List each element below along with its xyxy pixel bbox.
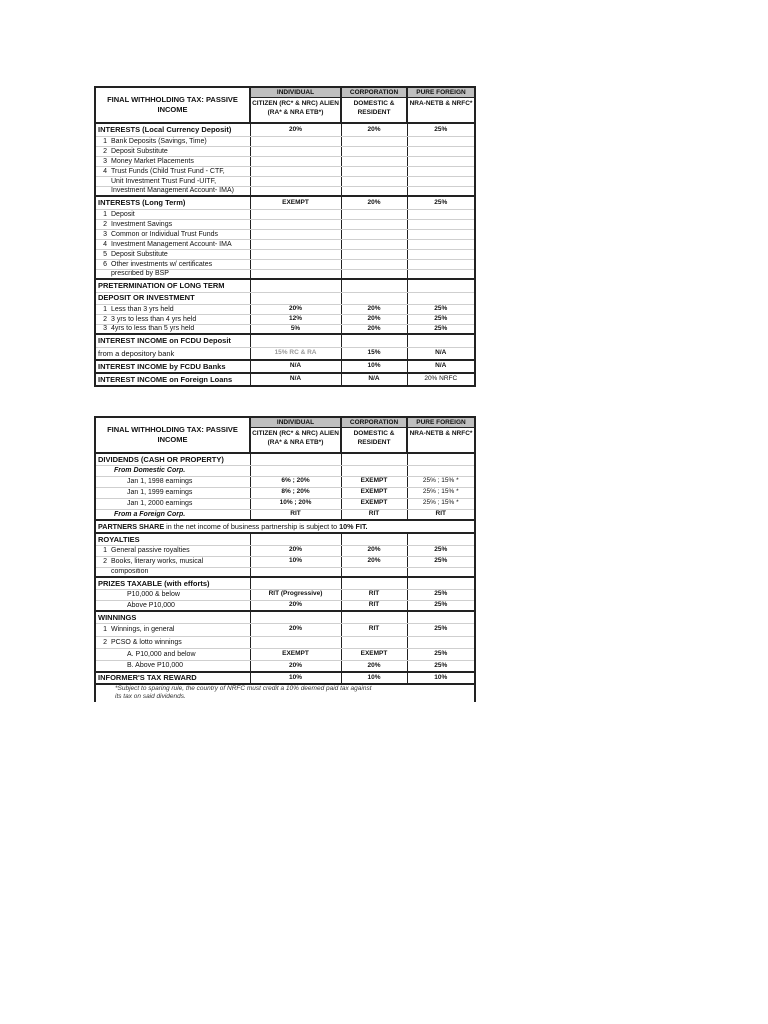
section-row — [95, 520, 475, 533]
rate-cell: EXEMPT — [341, 648, 407, 660]
table-title: FINAL WITHHOLDING TAX: PASSIVE INCOME — [95, 417, 250, 453]
section-row — [95, 360, 475, 373]
rate-cell: 10% — [250, 556, 341, 567]
rate-cell: 20% — [341, 660, 407, 672]
rate-cell: EXEMPT — [250, 196, 341, 209]
section-row — [95, 672, 475, 684]
section-row — [95, 279, 475, 292]
table-row: from a depository bank 15% RC & RA 15% N/A — [95, 347, 475, 360]
column-header-pure-foreign: PURE FOREIGN NRA-NETB & NRFC* — [407, 87, 475, 123]
section-heading: INFORMER'S TAX REWARD — [95, 672, 250, 684]
rate-cell: RIT — [341, 600, 407, 611]
rate-cell: 20% — [250, 123, 341, 136]
subsection-heading: From a Foreign Corp. — [95, 509, 250, 520]
rate-cell: 10% ; 20% — [250, 498, 341, 509]
table-row: prescribed by BSP — [95, 269, 475, 279]
subsection-heading: From Domestic Corp. — [95, 465, 250, 476]
section-row — [95, 334, 475, 347]
table-row: A. P10,000 and below EXEMPT EXEMPT 25% — [95, 648, 475, 660]
section-row — [95, 373, 475, 386]
section-row — [95, 533, 475, 545]
table-row: 2 PCSO & lotto winnings — [95, 636, 475, 648]
section-row — [95, 453, 475, 465]
table-row: 4 Trust Funds (Child Trust Fund - CTF, — [95, 166, 475, 176]
section-row — [95, 611, 475, 623]
section-row — [95, 292, 475, 304]
rate-cell: 20% — [341, 556, 407, 567]
footnote: *Subject to sparing rule, the country of NRFC must credit a 10% deemed paid tax against — [115, 684, 372, 692]
rate-cell: 25% — [407, 314, 475, 324]
section-heading: PRETERMINATION OF LONG TERM — [95, 279, 250, 292]
section-heading: INTERESTS (Local Currency Deposit) — [95, 123, 250, 136]
rate-cell: 25% ; 15% * — [407, 476, 475, 487]
rate-cell: EXEMPT — [341, 498, 407, 509]
rate-cell: 25% — [407, 589, 475, 600]
table-row: Above P10,000 20% RIT 25% — [95, 600, 475, 611]
section-heading: PRIZES TAXABLE (with efforts) — [95, 577, 250, 589]
rate-cell: 20% — [250, 545, 341, 556]
table-row: 4 Investment Management Account- IMA — [95, 239, 475, 249]
rate-cell: N/A — [250, 373, 341, 386]
section-heading: DIVIDENDS (CASH OR PROPERTY) — [95, 453, 250, 465]
table-row: 3 Money Market Placements — [95, 156, 475, 166]
rate-cell: RIT — [250, 509, 341, 520]
rate-cell: RIT — [341, 589, 407, 600]
rate-cell: N/A — [407, 360, 475, 373]
rate-cell: 20% NRFC — [407, 373, 475, 386]
rate-cell: RIT — [341, 623, 407, 636]
table-title: FINAL WITHHOLDING TAX: PASSIVE INCOME — [95, 87, 250, 123]
rate-cell: 25% — [407, 324, 475, 334]
rate-cell: 25% — [407, 123, 475, 136]
rate-cell: 25% — [407, 545, 475, 556]
rate-cell: 8% ; 20% — [250, 487, 341, 498]
rate-cell: N/A — [341, 373, 407, 386]
table-row: 1 Winnings, in general 20% RIT 25% — [95, 623, 475, 636]
rate-cell: 10% — [341, 672, 407, 684]
rate-cell: 15% RC & RA — [250, 347, 341, 360]
passive-income-table-dividends — [94, 416, 476, 702]
rate-cell: 20% — [250, 600, 341, 611]
table-row: Jan 1, 1999 earnings 8% ; 20% EXEMPT 25% ; 15% * — [95, 487, 475, 498]
rate-cell: 25% — [407, 648, 475, 660]
rate-cell: 20% — [250, 623, 341, 636]
column-header-pure-foreign: PURE FOREIGN NRA-NETB & NRFC* — [407, 417, 475, 453]
rate-cell: 25% ; 15% * — [407, 487, 475, 498]
partners-share-note: PARTNERS SHARE in the net income of business partnership is subject to 10% FIT. — [95, 520, 475, 533]
table-row — [95, 509, 475, 520]
rate-cell: 25% — [407, 600, 475, 611]
footnote: its tax on said dividends. — [115, 693, 186, 701]
rate-cell: EXEMPT — [341, 487, 407, 498]
table-row: 6 Other investments w/ certificates — [95, 259, 475, 269]
section-heading: INTEREST INCOME by FCDU Banks — [95, 360, 250, 373]
rate-cell: 15% — [341, 347, 407, 360]
rate-cell: 12% — [250, 314, 341, 324]
rate-cell: 6% ; 20% — [250, 476, 341, 487]
passive-income-table-interests — [94, 86, 476, 387]
table-row: 1 Deposit — [95, 209, 475, 219]
column-header-corporation: CORPORATION DOMESTIC & RESIDENT — [341, 417, 407, 453]
rate-cell: 20% — [341, 314, 407, 324]
rate-cell: 25% — [407, 556, 475, 567]
section-row — [95, 123, 475, 136]
section-row — [95, 196, 475, 209]
rate-cell: 25% — [407, 623, 475, 636]
section-heading: INTEREST INCOME on FCDU Deposit — [95, 334, 250, 347]
table-row: Jan 1, 1998 earnings 6% ; 20% EXEMPT 25% ; 15% * — [95, 476, 475, 487]
table-row: Investment Management Account- IMA) — [95, 186, 475, 196]
section-heading: INTEREST INCOME on Foreign Loans — [95, 373, 250, 386]
table-row: 3 Common or Individual Trust Funds — [95, 229, 475, 239]
rate-cell: N/A — [407, 347, 475, 360]
rate-cell: 20% — [341, 304, 407, 314]
table-row: Jan 1, 2000 earnings 10% ; 20% EXEMPT 25% ; 15% * — [95, 498, 475, 509]
table-row: 2 Books, literary works, musical 10% 20% 25% — [95, 556, 475, 567]
rate-cell: EXEMPT — [250, 648, 341, 660]
footnote-row — [95, 684, 475, 693]
rate-cell: 20% — [341, 545, 407, 556]
rate-cell: EXEMPT — [341, 476, 407, 487]
table-row — [95, 465, 475, 476]
table-row: 1 Bank Deposits (Savings, Time) — [95, 136, 475, 146]
rate-cell: 5% — [250, 324, 341, 334]
table-row: P10,000 & below RIT (Progressive) RIT 25% — [95, 589, 475, 600]
table-row: Unit Investment Trust Fund -UITF, — [95, 176, 475, 186]
rate-cell: 20% — [341, 123, 407, 136]
table-row: 5 Deposit Substitute — [95, 249, 475, 259]
table-row: 2 Investment Savings — [95, 219, 475, 229]
rate-cell: 20% — [341, 324, 407, 334]
rate-cell: 20% — [250, 660, 341, 672]
table-row: composition — [95, 567, 475, 577]
section-heading: WINNINGS — [95, 611, 250, 623]
rate-cell: RIT — [407, 509, 475, 520]
rate-cell: RIT — [341, 509, 407, 520]
rate-cell: 20% — [250, 304, 341, 314]
rate-cell: RIT (Progressive) — [250, 589, 341, 600]
column-header-corporation: CORPORATION DOMESTIC & RESIDENT — [341, 87, 407, 123]
table-row: 2 Deposit Substitute — [95, 146, 475, 156]
rate-cell: 25% — [407, 660, 475, 672]
rate-cell: 25% ; 15% * — [407, 498, 475, 509]
section-row — [95, 577, 475, 589]
rate-cell: 20% — [341, 196, 407, 209]
column-header-individual: INDIVIDUAL CITIZEN (RC* & NRC) ALIEN (RA* & NRA ETB*) — [250, 87, 341, 123]
table-row: B. Above P10,000 20% 20% 25% — [95, 660, 475, 672]
table-row: 1 Less than 3 yrs held 20% 20% 25% — [95, 304, 475, 314]
section-heading: ROYALTIES — [95, 533, 250, 545]
rate-cell: 10% — [250, 672, 341, 684]
table-row: 2 3 yrs to less than 4 yrs held 12% 20% 25% — [95, 314, 475, 324]
table-row: 1 General passive royalties 20% 20% 25% — [95, 545, 475, 556]
rate-cell: N/A — [250, 360, 341, 373]
section-heading: INTERESTS (Long Term) — [95, 196, 250, 209]
section-heading: DEPOSIT OR INVESTMENT — [95, 292, 250, 304]
rate-cell: 10% — [341, 360, 407, 373]
column-header-individual: INDIVIDUAL CITIZEN (RC* & NRC) ALIEN (RA* & NRA ETB*) — [250, 417, 341, 453]
rate-cell: 25% — [407, 304, 475, 314]
footnote-row — [95, 693, 475, 702]
rate-cell: 25% — [407, 196, 475, 209]
table-row: 3 4yrs to less than 5 yrs held 5% 20% 25% — [95, 324, 475, 334]
rate-cell: 10% — [407, 672, 475, 684]
